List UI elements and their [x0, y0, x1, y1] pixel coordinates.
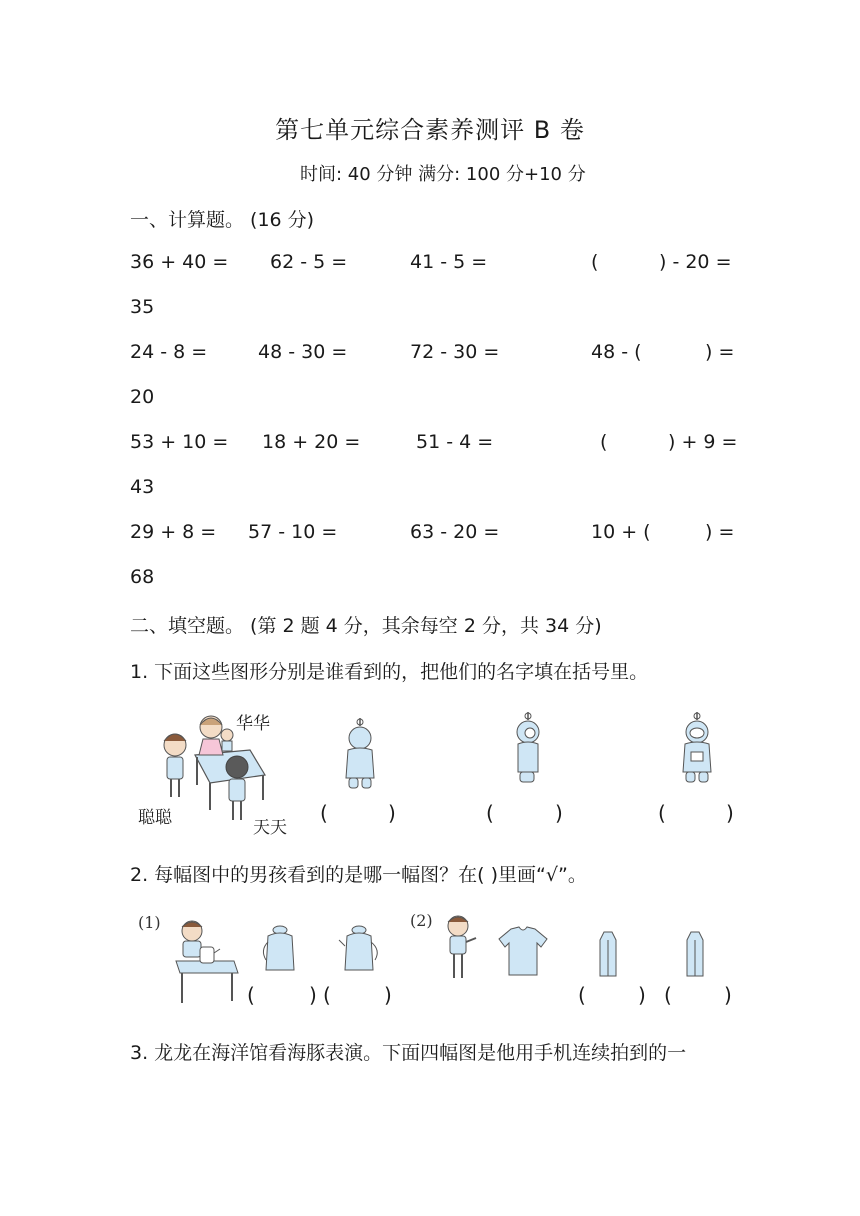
shirt-side-view-b — [685, 930, 705, 978]
answer-blank-1-close[interactable]: ) — [388, 801, 396, 825]
calc-item-result: 43 — [130, 476, 155, 498]
calc-item-left: 10 + ( — [591, 521, 651, 543]
calc-item: 29 + 8 = — [130, 521, 217, 543]
answer-blank-1-open[interactable]: ( — [320, 801, 328, 825]
check-blank-1a-open[interactable]: ( — [247, 983, 255, 1007]
boy-standing-illustration — [440, 912, 480, 987]
calc-item-right: ) + 9 = — [668, 431, 738, 453]
calc-item-result: 20 — [130, 386, 155, 408]
section-2-heading: 二、填空题。 (第 2 题 4 分，其余每空 2 分，共 34 分) — [130, 615, 602, 637]
calc-item: 24 - 8 = — [130, 341, 208, 363]
kettle-view-a — [258, 920, 302, 978]
calc-item-right: ) - 20 = — [659, 251, 732, 273]
boy-with-kettle-illustration — [172, 915, 242, 1010]
check-blank-1a-close[interactable]: ) — [309, 983, 317, 1007]
calc-item: 62 - 5 = — [270, 251, 348, 273]
answer-blank-2-open[interactable]: ( — [486, 801, 494, 825]
doll-front-view — [677, 712, 717, 784]
name-label-tiantian: 天天 — [253, 818, 287, 838]
exam-info: 时间: 40 分钟 满分: 100 分+10 分 — [300, 164, 586, 185]
kettle-view-b — [337, 920, 383, 978]
calc-item-result: 68 — [130, 566, 155, 588]
shirt-front-view — [497, 925, 549, 977]
shirt-side-view-a — [598, 930, 618, 978]
calc-item: 57 - 10 = — [248, 521, 338, 543]
calc-item-left: ( — [591, 251, 599, 273]
answer-blank-3-close[interactable]: ) — [726, 801, 734, 825]
calc-item: 51 - 4 = — [416, 431, 494, 453]
doll-back-view — [340, 718, 380, 790]
calc-item: 63 - 20 = — [410, 521, 500, 543]
check-blank-1b-open[interactable]: ( — [323, 983, 331, 1007]
name-label-huahua: 华华 — [236, 714, 270, 734]
name-label-congcong: 聪聪 — [138, 808, 172, 828]
question-1-text: 1. 下面这些图形分别是谁看到的，把他们的名字填在括号里。 — [130, 661, 649, 683]
check-blank-2a-close[interactable]: ) — [638, 983, 646, 1007]
question-3-text: 3. 龙龙在海洋馆看海豚表演。下面四幅图是他用手机连续拍到的一 — [130, 1042, 687, 1064]
answer-blank-3-open[interactable]: ( — [658, 801, 666, 825]
calc-item-result: 35 — [130, 296, 155, 318]
doll-side-view — [508, 712, 548, 784]
section-1-heading: 一、计算题。 (16 分) — [130, 209, 315, 231]
subfigure-label-2: (2) — [410, 911, 433, 930]
subfigure-label-1: (1) — [138, 913, 161, 932]
check-blank-2b-open[interactable]: ( — [664, 983, 672, 1007]
check-blank-1b-close[interactable]: ) — [384, 983, 392, 1007]
question-2-text: 2. 每幅图中的男孩看到的是哪一幅图？在( )里画“√”。 — [130, 864, 587, 886]
calc-item: 53 + 10 = — [130, 431, 229, 453]
calc-item: 36 + 40 = — [130, 251, 229, 273]
calc-item: 48 - 30 = — [258, 341, 348, 363]
calc-item: 18 + 20 = — [262, 431, 361, 453]
calc-item-right: ) = — [705, 341, 735, 363]
calc-item: 72 - 30 = — [410, 341, 500, 363]
calc-item-right: ) = — [705, 521, 735, 543]
calc-item: 41 - 5 = — [410, 251, 488, 273]
calc-item-left: 48 - ( — [591, 341, 642, 363]
answer-blank-2-close[interactable]: ) — [555, 801, 563, 825]
calc-item-left: ( — [600, 431, 608, 453]
page-title: 第七单元综合素养测评 B 卷 — [275, 116, 585, 144]
check-blank-2b-close[interactable]: ) — [724, 983, 732, 1007]
check-blank-2a-open[interactable]: ( — [578, 983, 586, 1007]
